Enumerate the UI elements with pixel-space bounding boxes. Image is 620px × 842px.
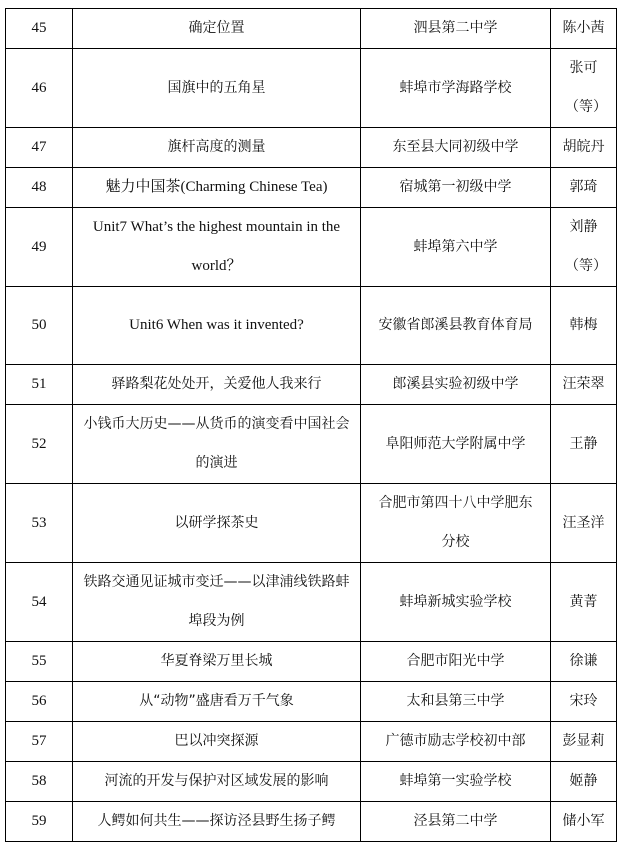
row-number: 55 bbox=[6, 642, 73, 682]
school-name: 蚌埠第一实验学校 bbox=[361, 762, 551, 802]
award-table bbox=[5, 8, 617, 842]
table-row bbox=[6, 762, 617, 802]
school-name: 蚌埠第六中学 bbox=[361, 208, 551, 287]
row-number: 59 bbox=[6, 802, 73, 842]
row-number: 54 bbox=[6, 563, 73, 642]
row-number: 50 bbox=[6, 287, 73, 365]
project-title: 确定位置 bbox=[73, 9, 361, 49]
school-name: 广德市励志学校初中部 bbox=[361, 722, 551, 762]
school-name: 阜阳师范大学附属中学 bbox=[361, 405, 551, 484]
school-name: 东至县大同初级中学 bbox=[361, 128, 551, 168]
table-row bbox=[6, 208, 617, 287]
school-name: 泗县第二中学 bbox=[361, 9, 551, 49]
school-name: 蚌埠新城实验学校 bbox=[361, 563, 551, 642]
school-name: 合肥市第四十八中学肥东分校 bbox=[361, 484, 551, 563]
teacher-name: 张可（等） bbox=[551, 49, 617, 128]
row-number: 51 bbox=[6, 365, 73, 405]
project-title: 小钱币大历史——从货币的演变看中国社会的演进 bbox=[73, 405, 361, 484]
teacher-name: 彭显莉 bbox=[551, 722, 617, 762]
project-title: 以研学探茶史 bbox=[73, 484, 361, 563]
table-row bbox=[6, 802, 617, 842]
row-number: 45 bbox=[6, 9, 73, 49]
project-title: 河流的开发与保护对区域发展的影响 bbox=[73, 762, 361, 802]
project-title: Unit6 When was it invented? bbox=[73, 287, 361, 365]
teacher-name: 汪圣洋 bbox=[551, 484, 617, 563]
row-number: 52 bbox=[6, 405, 73, 484]
table-row bbox=[6, 128, 617, 168]
project-title: 国旗中的五角星 bbox=[73, 49, 361, 128]
row-number: 48 bbox=[6, 168, 73, 208]
teacher-name: 刘静（等） bbox=[551, 208, 617, 287]
project-title: 从“动物”盛唐看万千气象 bbox=[73, 682, 361, 722]
project-title: 华夏脊梁万里长城 bbox=[73, 642, 361, 682]
row-number: 57 bbox=[6, 722, 73, 762]
teacher-name: 宋玲 bbox=[551, 682, 617, 722]
project-title: 魅力中国茶(Charming Chinese Tea) bbox=[73, 168, 361, 208]
school-name: 宿城第一初级中学 bbox=[361, 168, 551, 208]
school-name: 太和县第三中学 bbox=[361, 682, 551, 722]
teacher-name: 郭琦 bbox=[551, 168, 617, 208]
table-row bbox=[6, 682, 617, 722]
school-name: 泾县第二中学 bbox=[361, 802, 551, 842]
project-title: 驿路梨花处处开，关爱他人我来行 bbox=[73, 365, 361, 405]
table-row bbox=[6, 9, 617, 49]
project-title: 人鳄如何共生——探访泾县野生扬子鳄 bbox=[73, 802, 361, 842]
row-number: 58 bbox=[6, 762, 73, 802]
teacher-name: 韩梅 bbox=[551, 287, 617, 365]
teacher-name: 胡皖丹 bbox=[551, 128, 617, 168]
teacher-name: 储小军 bbox=[551, 802, 617, 842]
table-row bbox=[6, 722, 617, 762]
row-number: 46 bbox=[6, 49, 73, 128]
row-number: 49 bbox=[6, 208, 73, 287]
page-top-edge bbox=[0, 0, 620, 8]
table-row bbox=[6, 365, 617, 405]
table-row bbox=[6, 563, 617, 642]
school-name: 安徽省郎溪县教育体育局 bbox=[361, 287, 551, 365]
project-title: 旗杆高度的测量 bbox=[73, 128, 361, 168]
teacher-name: 汪荣翠 bbox=[551, 365, 617, 405]
table-row bbox=[6, 484, 617, 563]
table-row bbox=[6, 287, 617, 365]
table-row bbox=[6, 49, 617, 128]
table-row bbox=[6, 642, 617, 682]
row-number: 47 bbox=[6, 128, 73, 168]
school-name: 郎溪县实验初级中学 bbox=[361, 365, 551, 405]
table-row bbox=[6, 405, 617, 484]
teacher-name: 王静 bbox=[551, 405, 617, 484]
teacher-name: 陈小茜 bbox=[551, 9, 617, 49]
project-title: 巴以冲突探源 bbox=[73, 722, 361, 762]
teacher-name: 徐谦 bbox=[551, 642, 617, 682]
teacher-name: 黄菁 bbox=[551, 563, 617, 642]
school-name: 蚌埠市学海路学校 bbox=[361, 49, 551, 128]
project-title: Unit7 What’s the highest mountain in theworld？ bbox=[73, 208, 361, 287]
row-number: 53 bbox=[6, 484, 73, 563]
row-number: 56 bbox=[6, 682, 73, 722]
project-title: 铁路交通见证城市变迁——以津浦线铁路蚌埠段为例 bbox=[73, 563, 361, 642]
teacher-name: 姬静 bbox=[551, 762, 617, 802]
school-name: 合肥市阳光中学 bbox=[361, 642, 551, 682]
table-row bbox=[6, 168, 617, 208]
